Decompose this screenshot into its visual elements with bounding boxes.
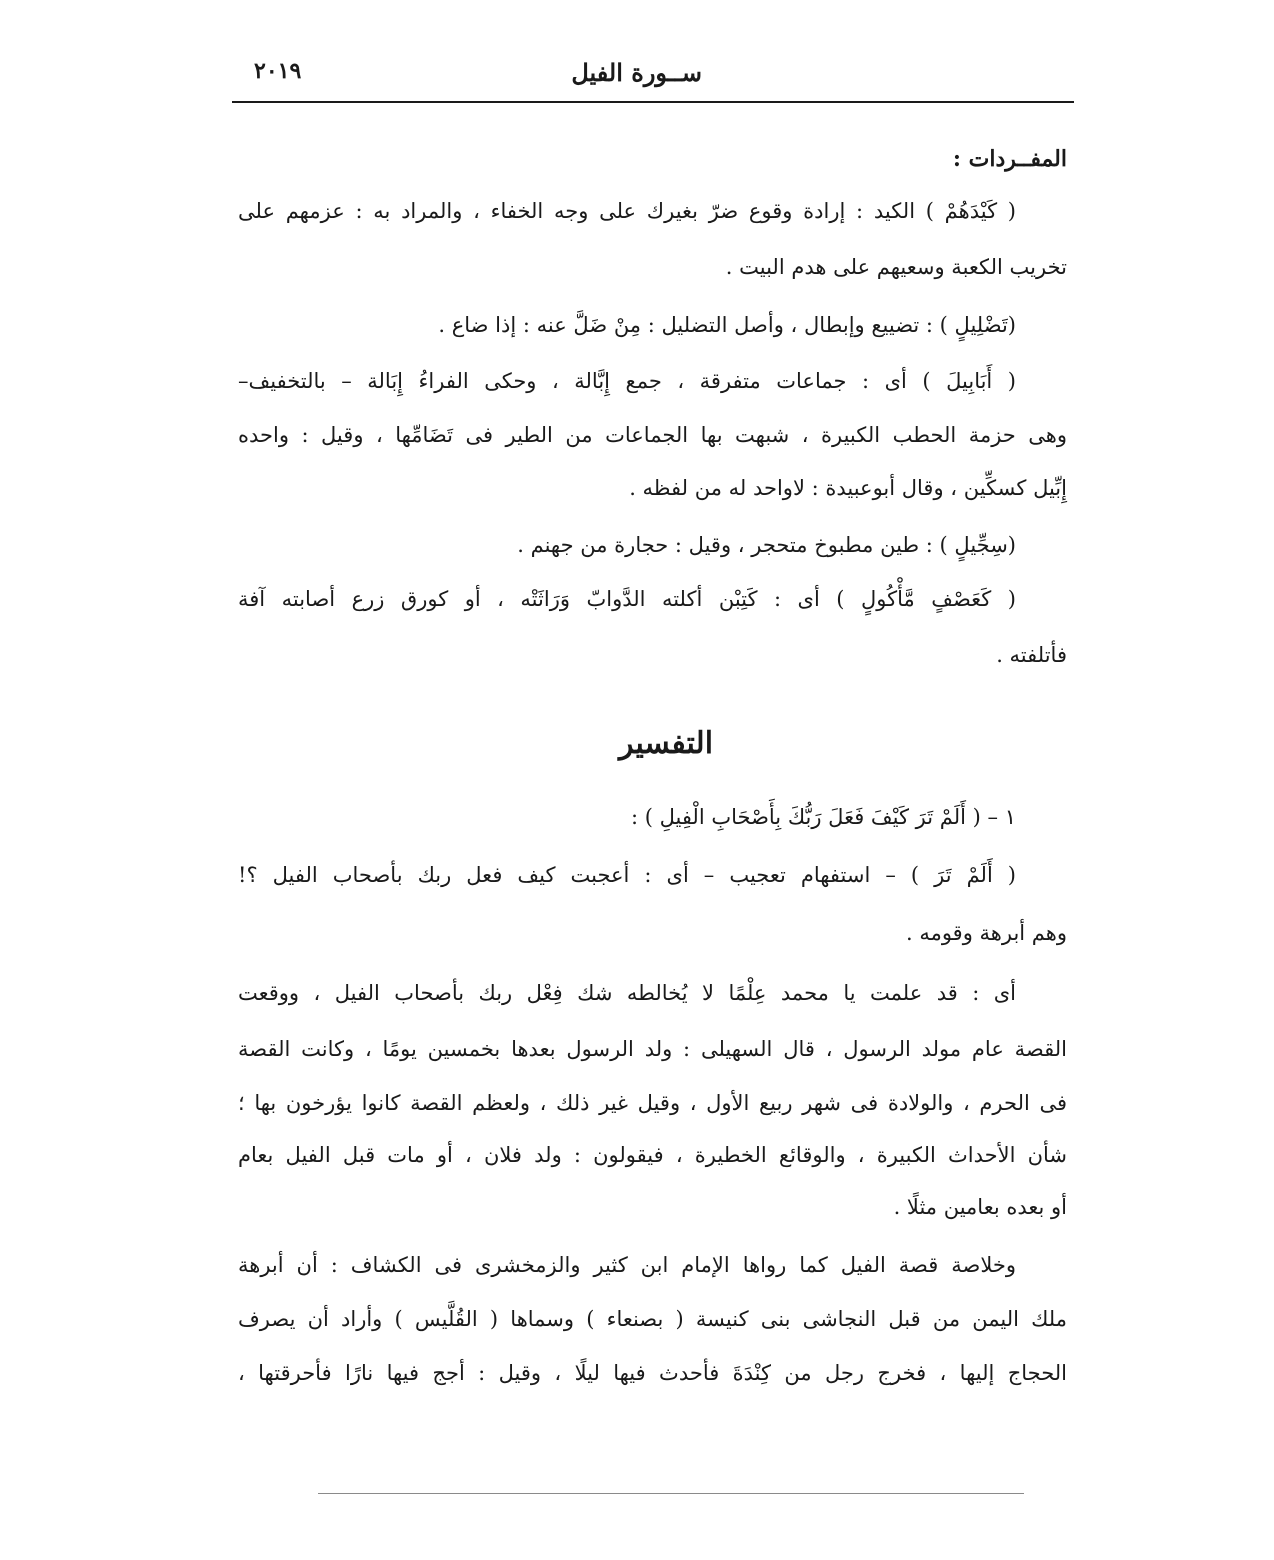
tafsir-line: الحجاج إليها ، فخرج رجل من كِنْدَةَ فأحدث فيها ليلًا ، وقيل : أجج فيها نارًا فأحرقتها ، <box>238 1361 1067 1385</box>
tafsir-line: أى : قد علمت يا محمد عِلْمًا لا يُخالطه شك فِعْل ربك بأصحاب الفيل ، ووقعت <box>238 981 1016 1005</box>
verse-line: ١ – ( أَلَمْ تَرَ كَيْفَ فَعَلَ رَبُّكَ بِأَصْحَابِ الْفِيلِ ) : <box>630 805 1016 829</box>
vocabulary-line: ( أَبَابِيلَ ) أى : جماعات متفرقة ، جمع إِبَّالة ، وحكى الفراءُ إِبَالة – بالتخفيف– <box>238 369 1016 393</box>
tafsir-line: القصة عام مولد الرسول ، قال السهيلى : ولد الرسول بعدها بخمسين يومًا ، وكانت القصة <box>238 1037 1067 1061</box>
footer-rule <box>318 1493 1024 1494</box>
vocabulary-line: وهى حزمة الحطب الكبيرة ، شبهت بها الجماعات من الطير فى تَضَامِّها ، وقيل : واحده <box>238 423 1067 447</box>
tafsir-line: شأن الأحداث الكبيرة ، والوقائع الخطيرة ، فيقولون : ولد فلان ، أو مات قبل الفيل بعام <box>238 1143 1067 1167</box>
tafsir-line: أو بعده بعامين مثلًا . <box>893 1195 1067 1219</box>
page-number: ٢٠١٩ <box>254 58 302 84</box>
vocabulary-line: ( كَيْدَهُمْ ) الكيد : إرادة وقوع ضرّ بغيرك على وجه الخفاء ، والمراد به : عزمهم على <box>238 199 1016 223</box>
vocabulary-heading: المفــردات : <box>952 146 1067 172</box>
tafsir-line: وهم أبرهة وقومه . <box>905 921 1067 945</box>
tafsir-line: وخلاصة قصة الفيل كما رواها الإمام ابن كثير والزمخشرى فى الكشاف : أن أبرهة <box>238 1253 1016 1277</box>
vocabulary-line: ( كَعَصْفٍ مَّأْكُولٍ ) أى : كَتِبْن أكلته الدَّوابّ وَرَاثَتْه ، أو كورق زرع أصابته آفة <box>238 587 1016 611</box>
tafsir-line: فى الحرم ، والولادة فى شهر ربيع الأول ، وقيل غير ذلك ، ولعظم القصة كانوا يؤرخون بها ؛ <box>238 1091 1067 1115</box>
tafsir-heading <box>0 724 1274 764</box>
page-header <box>232 56 1074 100</box>
vocabulary-line: إِبِّيل كسكِّين ، وقال أبوعبيدة : لاواحد له من لفظه . <box>629 476 1067 500</box>
tafsir-title: التفسير <box>618 726 714 761</box>
vocabulary-line: (تَضْلِيلٍ ) : تضييع وإبطال ، وأصل التضليل : مِنْ ضَلَّ عنه : إذا ضاع . <box>438 313 1016 337</box>
surah-title: ســورة الفيل <box>571 58 702 87</box>
vocabulary-line: (سِجِّيلٍ ) : طين مطبوخ متحجر ، وقيل : حجارة من جهنم . <box>517 533 1016 557</box>
vocabulary-line: فأتلفته . <box>996 643 1067 667</box>
tafsir-line: ( أَلَمْ تَرَ ) – استفهام تعجيب – أى : أعجبت كيف فعل ربك بأصحاب الفيل ؟! <box>238 863 1016 887</box>
tafsir-line: ملك اليمن من قبل النجاشى بنى كنيسة ( بصنعاء ) وسماها ( القُلَّيس ) وأراد أن يصرف <box>238 1307 1067 1331</box>
header-rule <box>232 101 1074 103</box>
vocabulary-line: تخريب الكعبة وسعيهم على هدم البيت . <box>725 255 1067 279</box>
